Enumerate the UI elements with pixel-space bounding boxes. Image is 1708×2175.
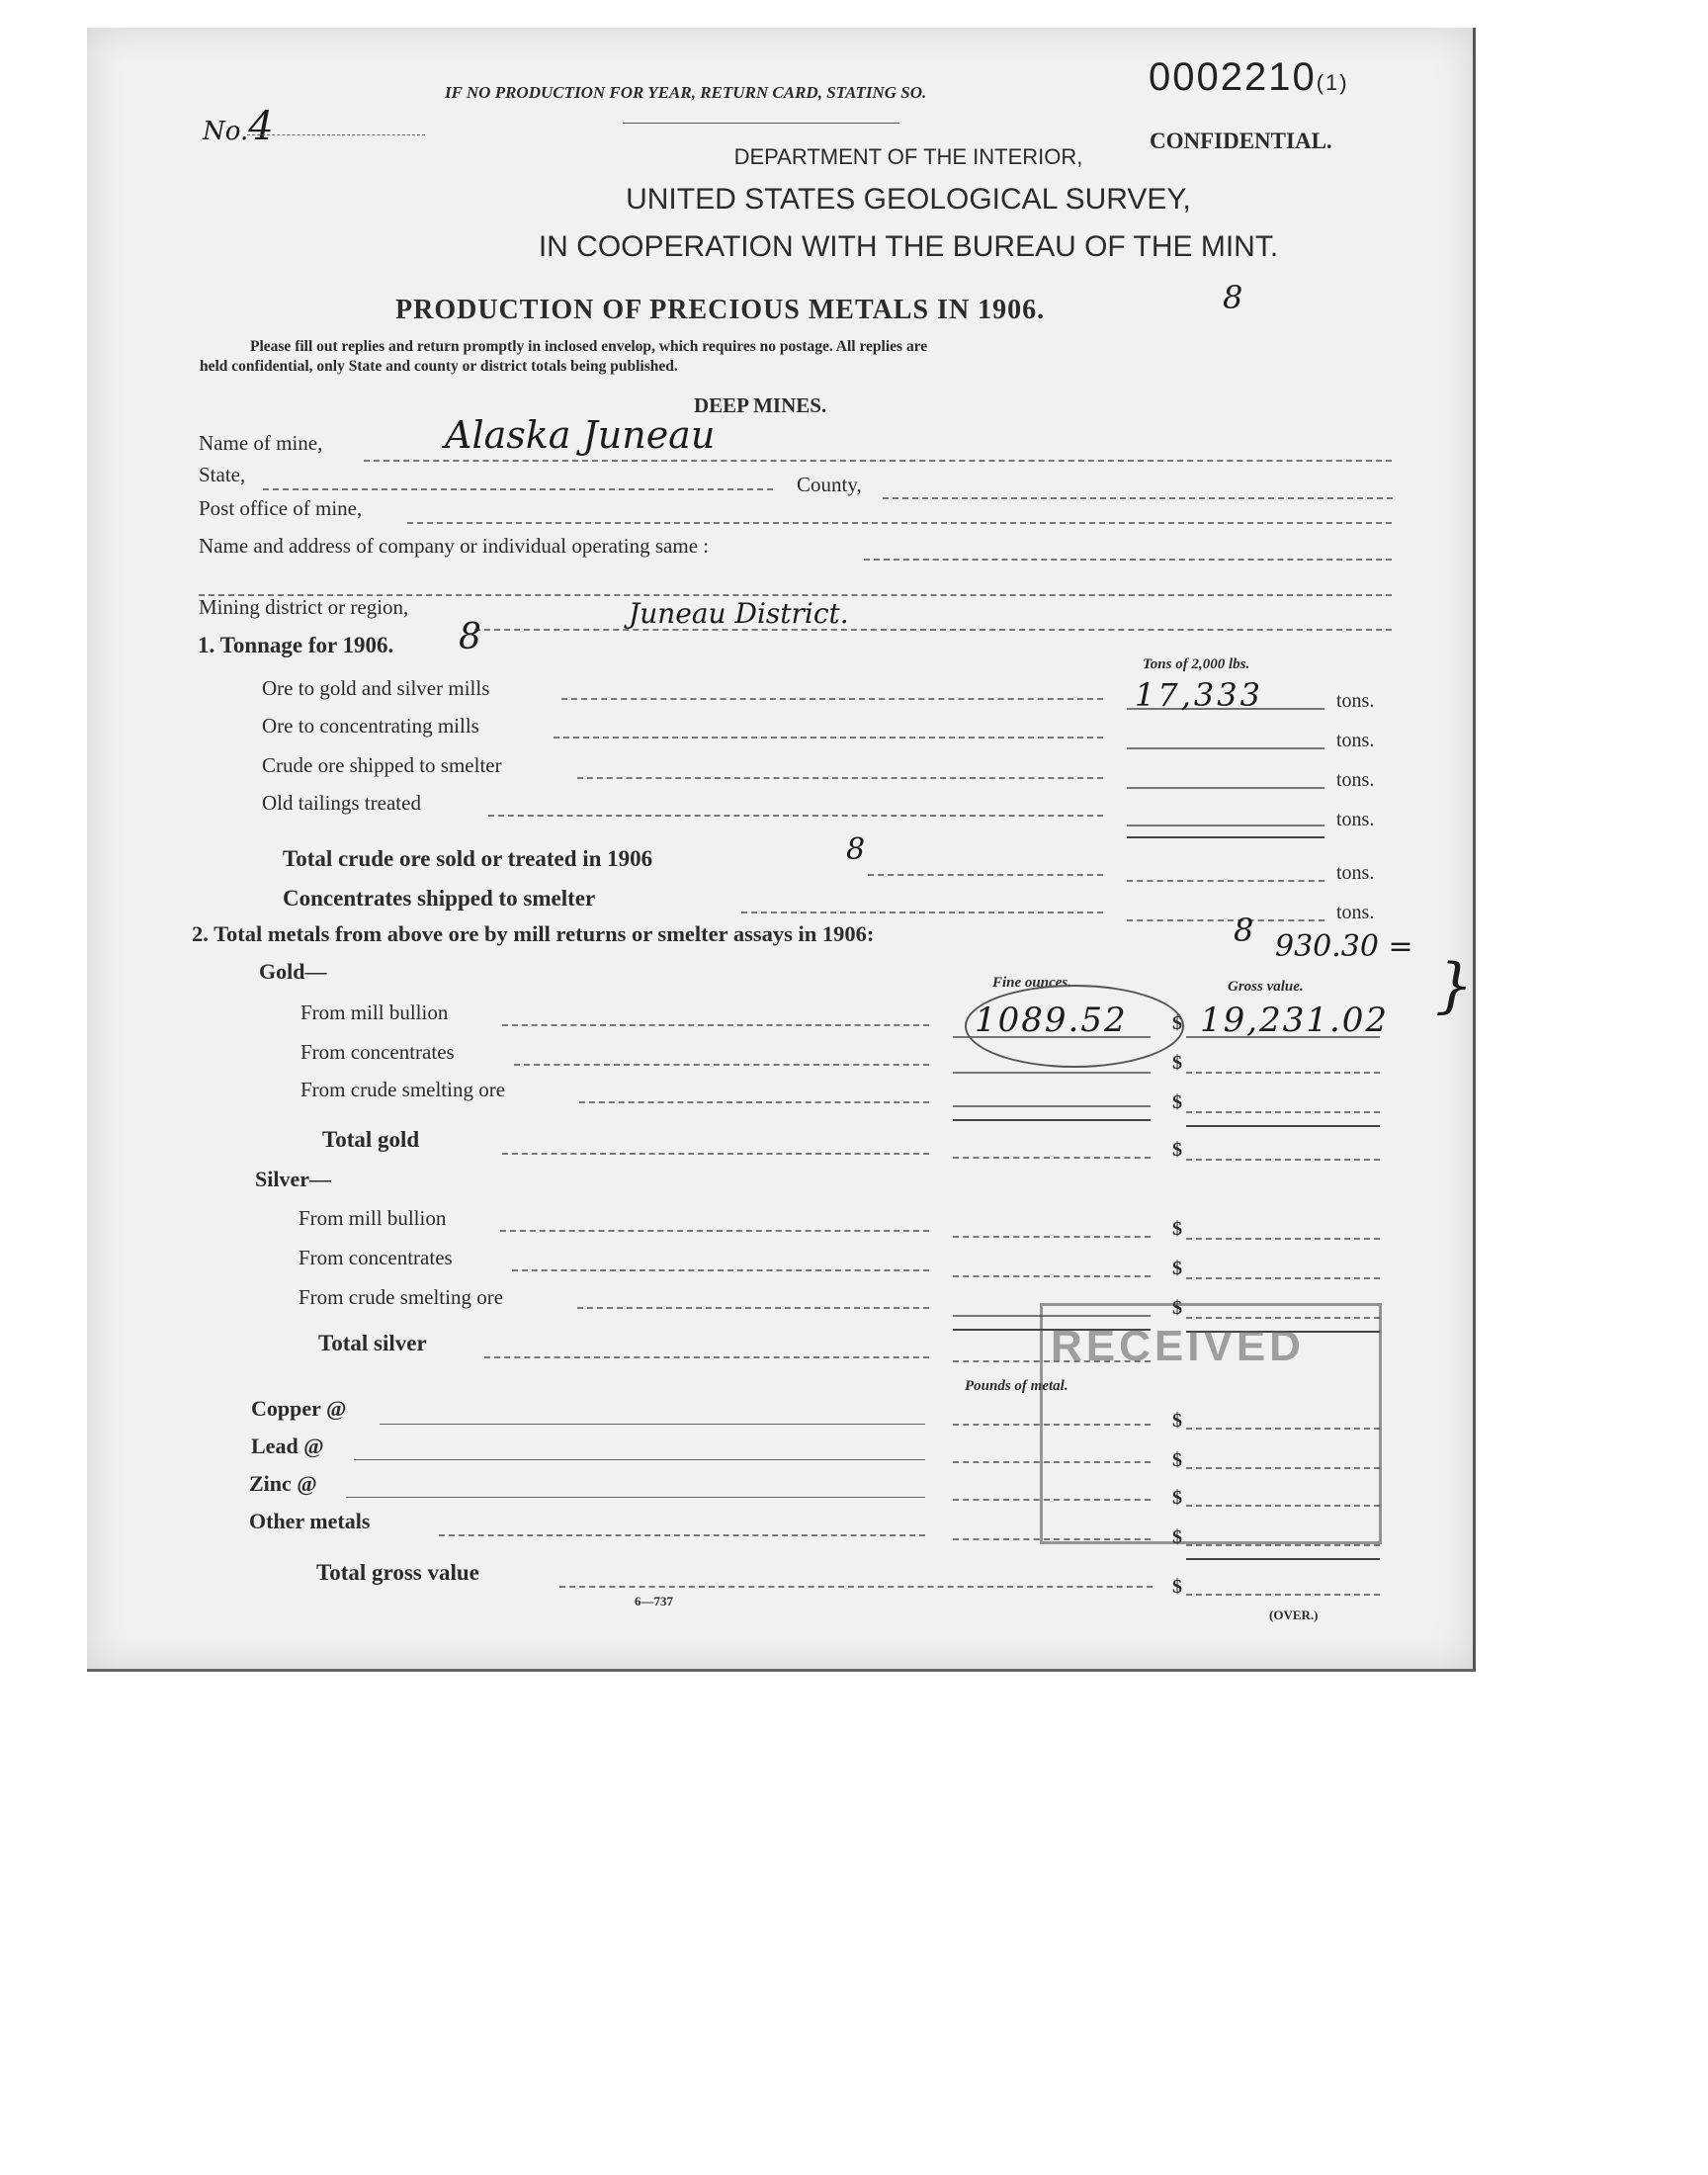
tons-total-rule — [1127, 836, 1324, 838]
gross-value-header: Gross value. — [1228, 979, 1304, 995]
tons-field[interactable] — [1127, 747, 1324, 749]
name-of-mine-label: Name of mine, — [199, 431, 323, 455]
tons-unit: tons. — [1336, 862, 1375, 884]
row-leader — [577, 777, 1103, 779]
row-label: Crude ore shipped to smelter — [262, 753, 502, 777]
dollar-sign: $ — [1172, 1487, 1182, 1509]
value-field[interactable] — [1186, 1111, 1380, 1113]
row-label: From crude smelting ore — [300, 1078, 506, 1101]
state-label: State, — [199, 463, 246, 486]
ounces-field[interactable] — [953, 1105, 1151, 1107]
tons-unit: tons. — [1336, 769, 1375, 791]
ounces-circle — [965, 985, 1184, 1068]
dollar-sign: $ — [1172, 1297, 1182, 1319]
price-field[interactable] — [354, 1459, 925, 1460]
tons-field[interactable] — [1127, 825, 1324, 826]
row-label: Other metals — [249, 1509, 371, 1533]
price-field[interactable] — [346, 1497, 925, 1498]
gross-value: 19,231.02 — [1200, 1000, 1390, 1040]
margin-note: 930.30 = — [1275, 929, 1413, 964]
county-label: County, — [797, 473, 862, 496]
tons-value: 17,333 — [1135, 676, 1263, 714]
dollar-sign: $ — [1172, 1576, 1182, 1598]
tons-column-header: Tons of 2,000 lbs. — [1143, 656, 1250, 672]
tons-field[interactable] — [1127, 880, 1324, 882]
row-leader — [579, 1101, 929, 1103]
silver-heading: Silver— — [255, 1167, 331, 1191]
stamp-text: RECEIVED — [1051, 1322, 1305, 1370]
dollar-sign: $ — [1172, 1012, 1182, 1034]
notice-line-1: Please fill out replies and return promptly in inclosed envelop, which requires no postage. All replies are — [250, 338, 928, 355]
cooperation-heading: IN COOPERATION WITH THE BUREAU OF THE MINT. — [538, 230, 1279, 263]
ounces-field[interactable] — [953, 1072, 1151, 1074]
value-field[interactable] — [1186, 1544, 1380, 1546]
survey-heading: UNITED STATES GEOLOGICAL SURVEY, — [626, 183, 1191, 216]
concentrates-label: Concentrates shipped to smelter — [283, 886, 596, 911]
tons-field[interactable] — [1127, 919, 1324, 921]
value-field[interactable] — [1186, 1277, 1380, 1279]
form-title: PRODUCTION OF PRECIOUS METALS IN 1906. — [395, 295, 1046, 325]
total-gross-label: Total gross value — [316, 1560, 479, 1585]
row-label: Copper @ — [251, 1396, 347, 1421]
district-value: Juneau District. — [629, 597, 849, 630]
tonnage-heading: 1. Tonnage for 1906. — [198, 633, 394, 657]
over-label: (OVER.) — [1269, 1608, 1319, 1622]
row-label: From mill bullion — [299, 1206, 447, 1230]
row-label: Zinc @ — [249, 1471, 317, 1496]
tons-unit: tons. — [1336, 902, 1375, 923]
ounces-field[interactable] — [953, 1236, 1151, 1238]
pounds-header: Pounds of metal. — [965, 1378, 1068, 1394]
tonnage-year-correction: 8 — [459, 617, 481, 657]
dollar-sign: $ — [1172, 1091, 1182, 1113]
row-leader — [514, 1064, 929, 1066]
total-year-correction: 8 — [846, 832, 866, 867]
company-label: Name and address of company or individual operating same : — [199, 534, 710, 558]
row-leader — [439, 1534, 925, 1536]
metals-year-correction: 8 — [1234, 912, 1254, 949]
row-leader — [512, 1269, 929, 1271]
company-field[interactable] — [864, 559, 1392, 561]
row-label: Lead @ — [251, 1434, 324, 1458]
dollar-sign: $ — [1172, 1052, 1182, 1074]
post-office-label: Post office of mine, — [199, 496, 363, 520]
tons-unit: tons. — [1336, 730, 1375, 751]
ounces-field[interactable] — [953, 1275, 1151, 1277]
dollar-sign: $ — [1172, 1410, 1182, 1432]
row-leader — [577, 1307, 929, 1309]
row-label: Ore to gold and silver mills — [262, 676, 490, 700]
row-leader — [868, 874, 1103, 876]
row-label: Old tailings treated — [262, 791, 421, 815]
tons-unit: tons. — [1336, 690, 1375, 712]
section-heading: DEEP MINES. — [694, 393, 827, 417]
row-leader — [741, 912, 1103, 914]
dollar-sign: $ — [1172, 1449, 1182, 1471]
department-heading: DEPARTMENT OF THE INTERIOR, — [733, 144, 1083, 169]
value-field[interactable] — [1186, 1159, 1380, 1161]
row-label: From crude smelting ore — [299, 1285, 504, 1309]
value-field[interactable] — [1186, 1594, 1380, 1596]
header-rule — [623, 123, 899, 124]
value-field[interactable] — [1186, 1072, 1380, 1074]
form-number-line — [247, 134, 425, 135]
row-label: Ore to concentrating mills — [262, 714, 479, 738]
serial-number: 0002210(1) — [1149, 55, 1349, 99]
county-field[interactable] — [883, 497, 1393, 499]
row-leader — [559, 1586, 1153, 1588]
name-of-mine-value: Alaska Juneau — [445, 413, 716, 457]
total-ore-label: Total crude ore sold or treated in 1906 — [283, 846, 653, 871]
received-stamp — [1040, 1303, 1382, 1544]
notice-line-2: held confidential, only State and county or district totals being published. — [200, 358, 678, 375]
tons-field[interactable] — [1127, 787, 1324, 789]
row-leader — [502, 1024, 929, 1026]
total-silver-label: Total silver — [318, 1331, 427, 1355]
fine-ounces-header: Fine ounces. — [992, 975, 1072, 991]
ounces-value: 1089.52 — [975, 1000, 1128, 1040]
row-leader — [500, 1230, 929, 1232]
dollar-sign: $ — [1172, 1218, 1182, 1240]
dollar-sign: $ — [1172, 1139, 1182, 1161]
form-number-label: No.4 — [203, 104, 274, 149]
row-leader — [561, 698, 1103, 700]
gold-heading: Gold— — [259, 959, 327, 984]
tons-unit: tons. — [1336, 809, 1375, 830]
value-total-rule — [1186, 1125, 1380, 1127]
instruction-text: IF NO PRODUCTION FOR YEAR, RETURN CARD, STATING SO. — [445, 83, 927, 102]
confidential-label: CONFIDENTIAL. — [1150, 129, 1332, 153]
ounces-field[interactable] — [953, 1157, 1151, 1159]
row-leader — [488, 815, 1103, 817]
row-leader — [484, 1356, 929, 1358]
row-leader — [502, 1153, 929, 1155]
ounces-total-rule — [953, 1119, 1151, 1121]
row-label: From concentrates — [299, 1246, 453, 1269]
district-field[interactable] — [474, 629, 1392, 631]
row-leader — [554, 737, 1103, 739]
row-label: From concentrates — [300, 1040, 455, 1064]
total-gold-label: Total gold — [322, 1127, 420, 1152]
margin-brace: } — [1435, 951, 1474, 1020]
district-label: Mining district or region, — [199, 595, 409, 619]
dollar-sign: $ — [1172, 1526, 1182, 1548]
value-field[interactable] — [1186, 1238, 1380, 1240]
dollar-sign: $ — [1172, 1258, 1182, 1279]
post-office-field[interactable] — [407, 522, 1392, 524]
state-field[interactable] — [263, 488, 773, 490]
row-label: From mill bullion — [300, 1000, 449, 1024]
name-of-mine-field[interactable] — [364, 460, 1392, 462]
metals-heading: 2. Total metals from above ore by mill returns or smelter assays in 1906: — [192, 921, 875, 946]
price-field[interactable] — [380, 1424, 925, 1425]
title-year-correction: 8 — [1223, 279, 1243, 316]
value-total-rule — [1186, 1558, 1380, 1560]
form-code: 6—737 — [635, 1594, 673, 1609]
